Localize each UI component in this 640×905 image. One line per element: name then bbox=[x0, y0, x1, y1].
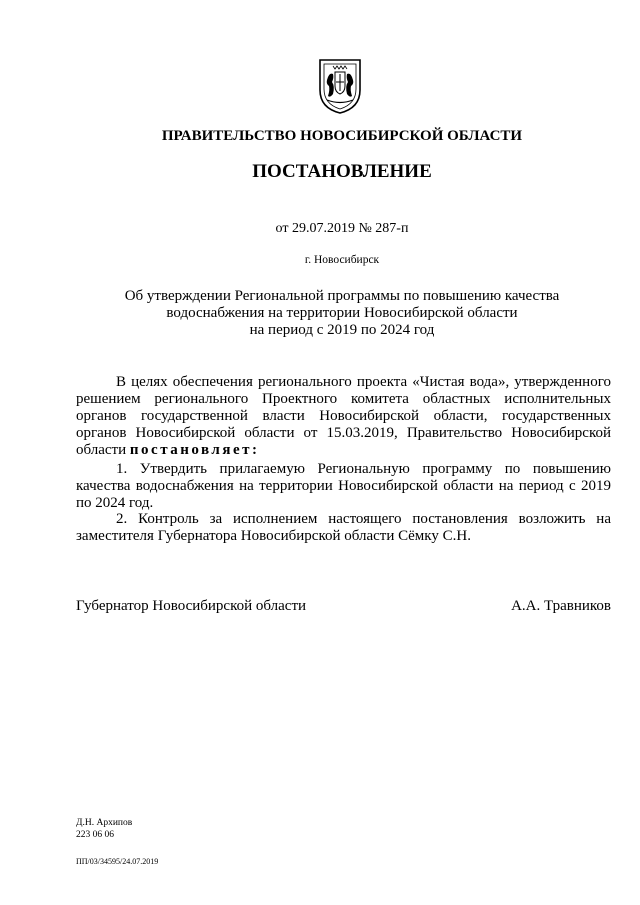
organization-title: ПРАВИТЕЛЬСТВО НОВОСИБИРСКОЙ ОБЛАСТИ bbox=[161, 128, 523, 144]
executor-phone: 223 06 06 bbox=[76, 830, 114, 840]
document-date-number: от 29.07.2019 № 287-п bbox=[275, 221, 409, 236]
preamble-paragraph bbox=[76, 374, 611, 459]
document-city: г. Новосибирск bbox=[304, 254, 380, 266]
document-subject bbox=[22, 288, 640, 339]
resolves-colon: : bbox=[252, 442, 257, 458]
signatory-position: Губернатор Новосибирской области bbox=[76, 598, 307, 614]
document-reference: ПП/03/34595/24.07.2019 bbox=[76, 857, 159, 866]
subject-line: Об утверждении Региональной программы по повышению качества bbox=[124, 288, 560, 304]
subject-line: водоснабжения на территории Новосибирской области bbox=[166, 305, 518, 321]
executor-name: Д.Н. Архипов bbox=[76, 818, 133, 828]
resolves-word: постановляет bbox=[129, 442, 252, 458]
coat-of-arms-icon bbox=[317, 56, 363, 114]
subject-line: на период с 2019 по 2024 год bbox=[249, 322, 435, 338]
document-type: ПОСТАНОВЛЕНИЕ bbox=[252, 161, 432, 182]
clause-1: 1. Утвердить прилагаемую Региональную программу по повышению качества водоснабжения на территории Новосибирской области на период с 2019 по 2024 год. bbox=[76, 461, 611, 511]
signature-block bbox=[76, 597, 611, 615]
signatory-name: А.А. Травников bbox=[511, 598, 611, 614]
preamble-text: В целях обеспечения регионального проекта «Чистая вода», утвержденного решением регионального Проектного комитета областных исполнительных органов государственной власти Новосибирской области, государственных органов Новосибирской области от 15.03.2019, Правительство Новосибирской области bbox=[76, 374, 611, 458]
clause-2: 2. Контроль за исполнением настоящего постановления возложить на заместителя Губернатора Новосибирской области Сёмку С.Н. bbox=[76, 511, 611, 544]
